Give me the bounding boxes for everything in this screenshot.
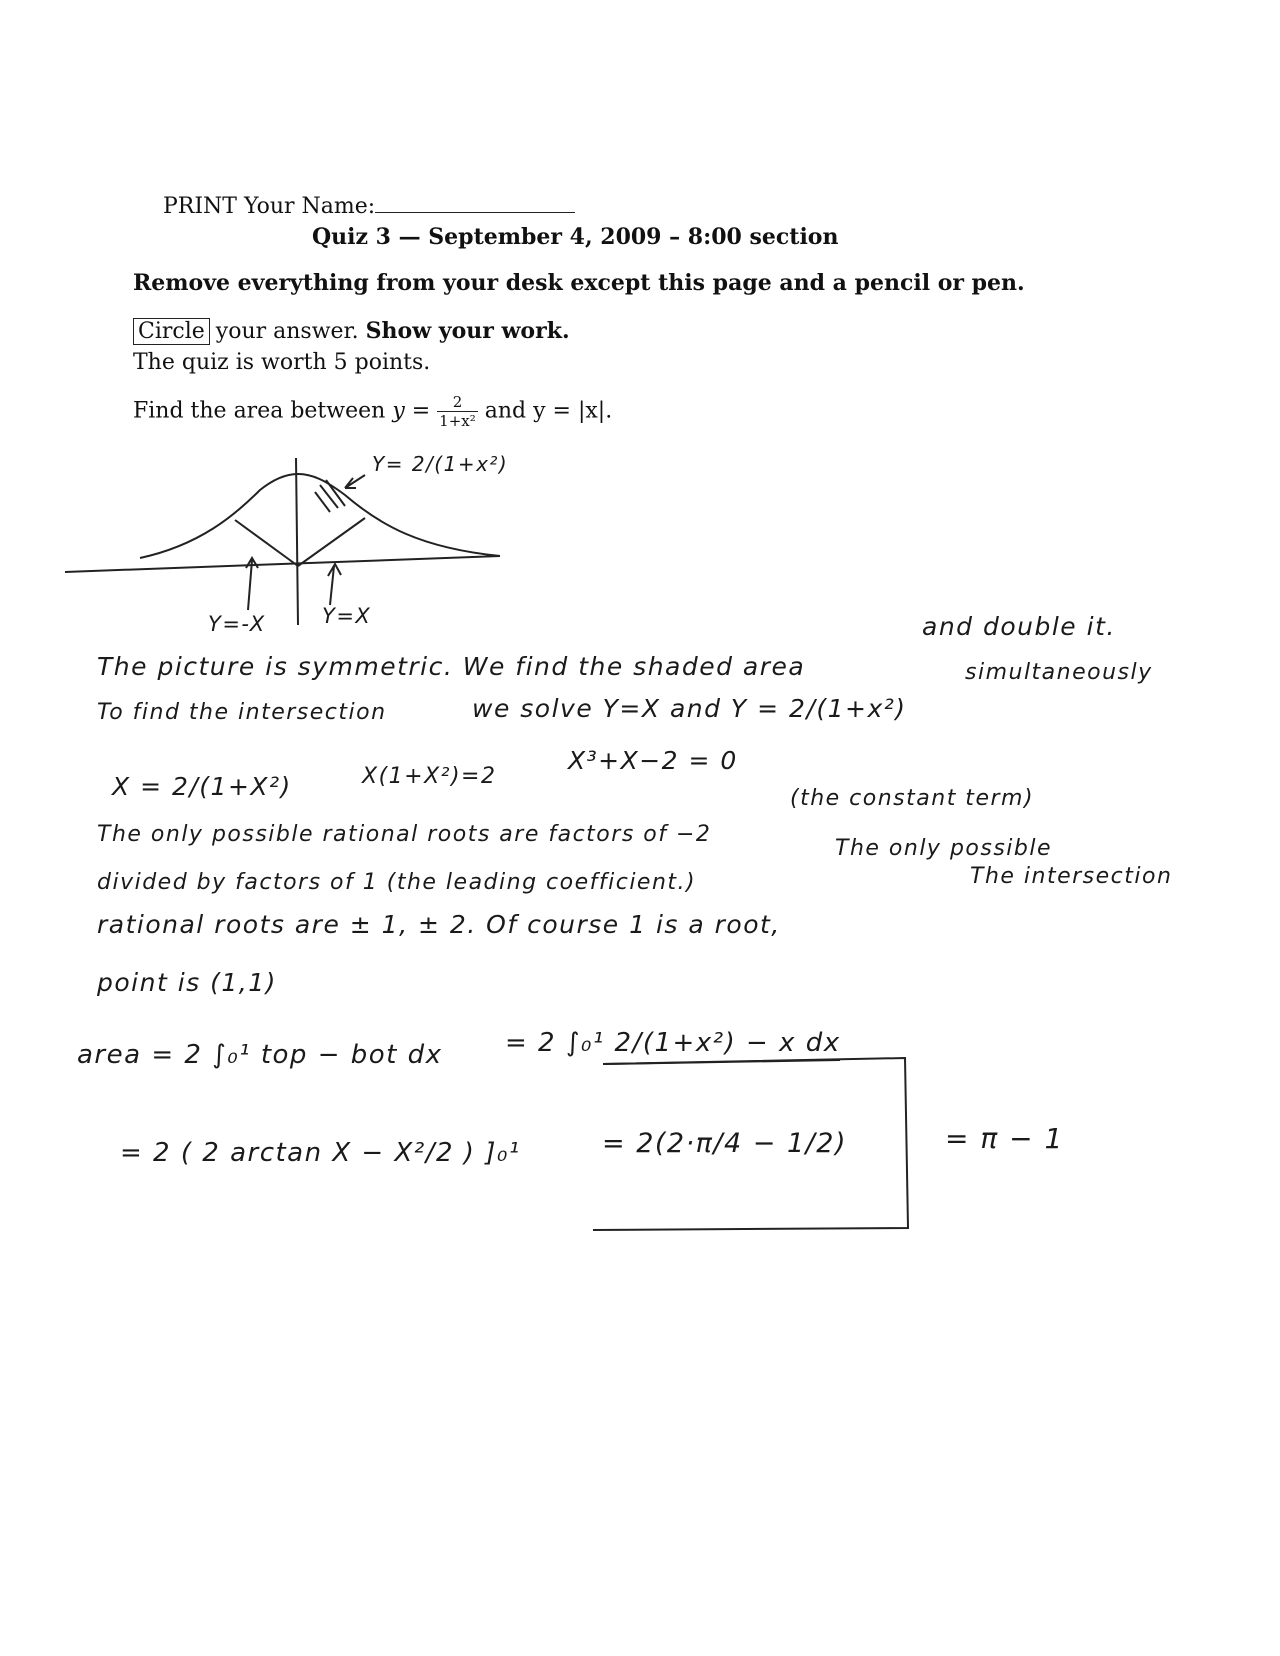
sketch-line-pos <box>298 518 365 566</box>
sketch-arrow-right <box>328 564 341 605</box>
problem-fraction-num: 2 <box>437 393 478 412</box>
solution-line-10b: = 2(2·π/4 − 1/2) <box>602 1128 847 1159</box>
final-answer: = π − 1 <box>945 1122 1064 1155</box>
circle-boxed-word: Circle <box>133 318 210 345</box>
integral-underline <box>603 1060 840 1064</box>
solution-line-3b: we solve Y=X and Y = 2/(1+x²) <box>472 694 907 723</box>
problem-y-eq: y = <box>392 398 431 424</box>
problem-lead: Find the area between <box>133 398 386 424</box>
sketch-line-neg <box>235 520 298 566</box>
solution-line-6a: The only possible <box>835 836 1053 861</box>
sketch-x-axis <box>65 556 500 572</box>
sketch-right-label: Y=X <box>322 604 372 628</box>
solution-line-6b: divided by factors of 1 (the leading coefficient.) <box>97 870 697 895</box>
solution-line-4c: X³+X−2 = 0 <box>568 746 738 775</box>
sketch-left-label: Y=-X <box>208 612 266 636</box>
solution-line-9b: = 2 ∫₀¹ 2/(1+x²) − x dx <box>505 1028 841 1058</box>
show-work-text: Show your work. <box>365 318 570 344</box>
solution-line-9a: area = 2 ∫₀¹ top − bot dx <box>77 1040 443 1070</box>
sketch-y-axis <box>296 458 298 625</box>
problem-and-y: and y = |x|. <box>484 398 613 424</box>
sketch-curve-label: Y= 2/(1+x²) <box>372 452 509 476</box>
solution-line-7b: rational roots are ± 1, ± 2. Of course 1 is a root, <box>97 910 781 939</box>
problem-fraction-den: 1+x² <box>439 412 476 430</box>
solution-line-10a: = 2 ( 2 arctan X − X²/2 ) ]₀¹ <box>120 1138 521 1168</box>
solution-line-2b: simultaneously <box>965 660 1153 685</box>
circle-instruction-rest: your answer. <box>215 319 359 344</box>
solution-line-5b: The only possible rational roots are factors of −2 <box>97 822 712 847</box>
solution-line-4b: X(1+X²)=2 <box>362 764 497 789</box>
sketch-arrow-curve <box>345 475 365 488</box>
solution-line-8: point is (1,1) <box>97 968 277 997</box>
remove-instruction: Remove everything from your desk except this page and a pencil or pen. <box>133 270 1025 296</box>
solution-line-1: and double it. <box>922 612 1116 641</box>
solution-line-7a: The intersection <box>970 864 1173 889</box>
solution-line-4a: X = 2/(1+X²) <box>112 772 292 801</box>
name-prompt-label: PRINT Your Name: <box>163 194 376 219</box>
quiz-title: Quiz 3 — September 4, 2009 – 8:00 section <box>312 224 839 250</box>
solution-line-5a: (the constant term) <box>790 786 1035 811</box>
sketch-arrow-left <box>246 558 258 610</box>
solution-line-3a: To find the intersection <box>97 700 387 725</box>
solution-line-2a: The picture is symmetric. We find the shaded area <box>97 652 806 681</box>
worth-text: The quiz is worth 5 points. <box>133 350 431 375</box>
